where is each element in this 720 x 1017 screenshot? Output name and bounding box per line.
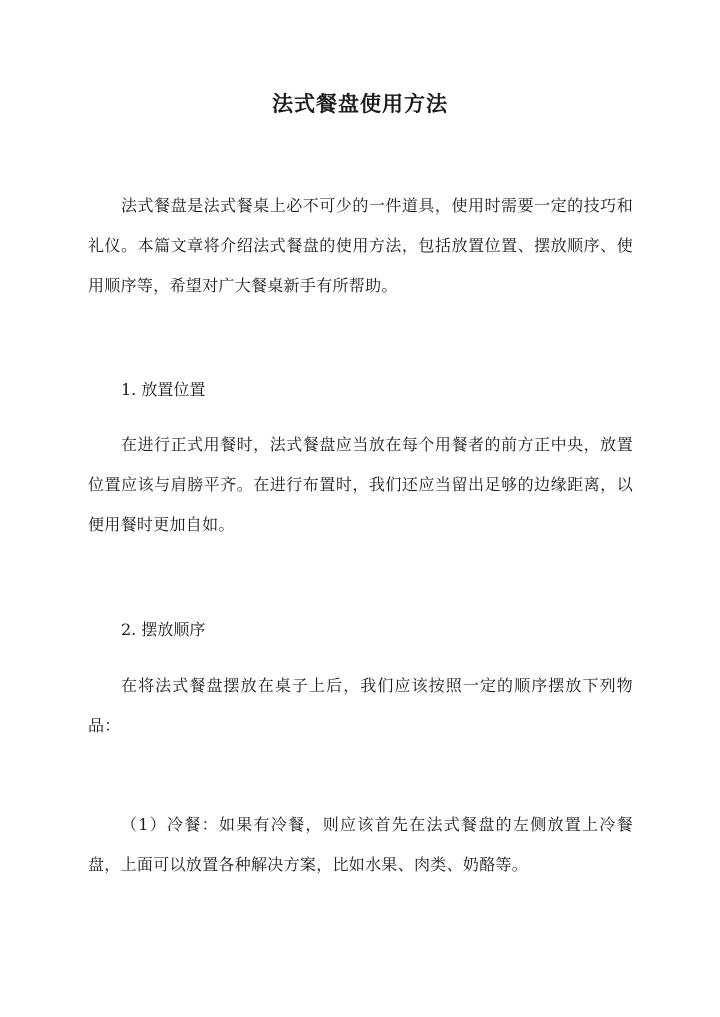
section-1-heading: 1. 放置位置 <box>121 380 206 399</box>
section-2-body: 在将法式餐盘摆放在桌子上后，我们应该按照一定的顺序摆放下列物品： <box>88 676 633 735</box>
section-1-body: 在进行正式用餐时，法式餐盘应当放在每个用餐者的前方正中央，放置位置应该与肩膀平齐。在进行布置时，我们还应当留出足够的边缘距离，以便用餐时更加自如。 <box>88 435 633 534</box>
document-title: 法式餐盘使用方法 <box>272 91 448 116</box>
section-2-item-1: （1）冷餐：如果有冷餐，则应该首先在法式餐盘的左侧放置上冷餐盘，上面可以放置各种解决方案，比如水果、肉类、奶酪等。 <box>88 815 633 874</box>
section-2-heading: 2. 摆放顺序 <box>121 620 206 639</box>
intro-paragraph: 法式餐盘是法式餐桌上必不可少的一件道具，使用时需要一定的技巧和礼仪。本篇文章将介绍法式餐盘的使用方法，包括放置位置、摆放顺序、使用顺序等，希望对广大餐桌新手有所帮助。 <box>88 196 633 295</box>
